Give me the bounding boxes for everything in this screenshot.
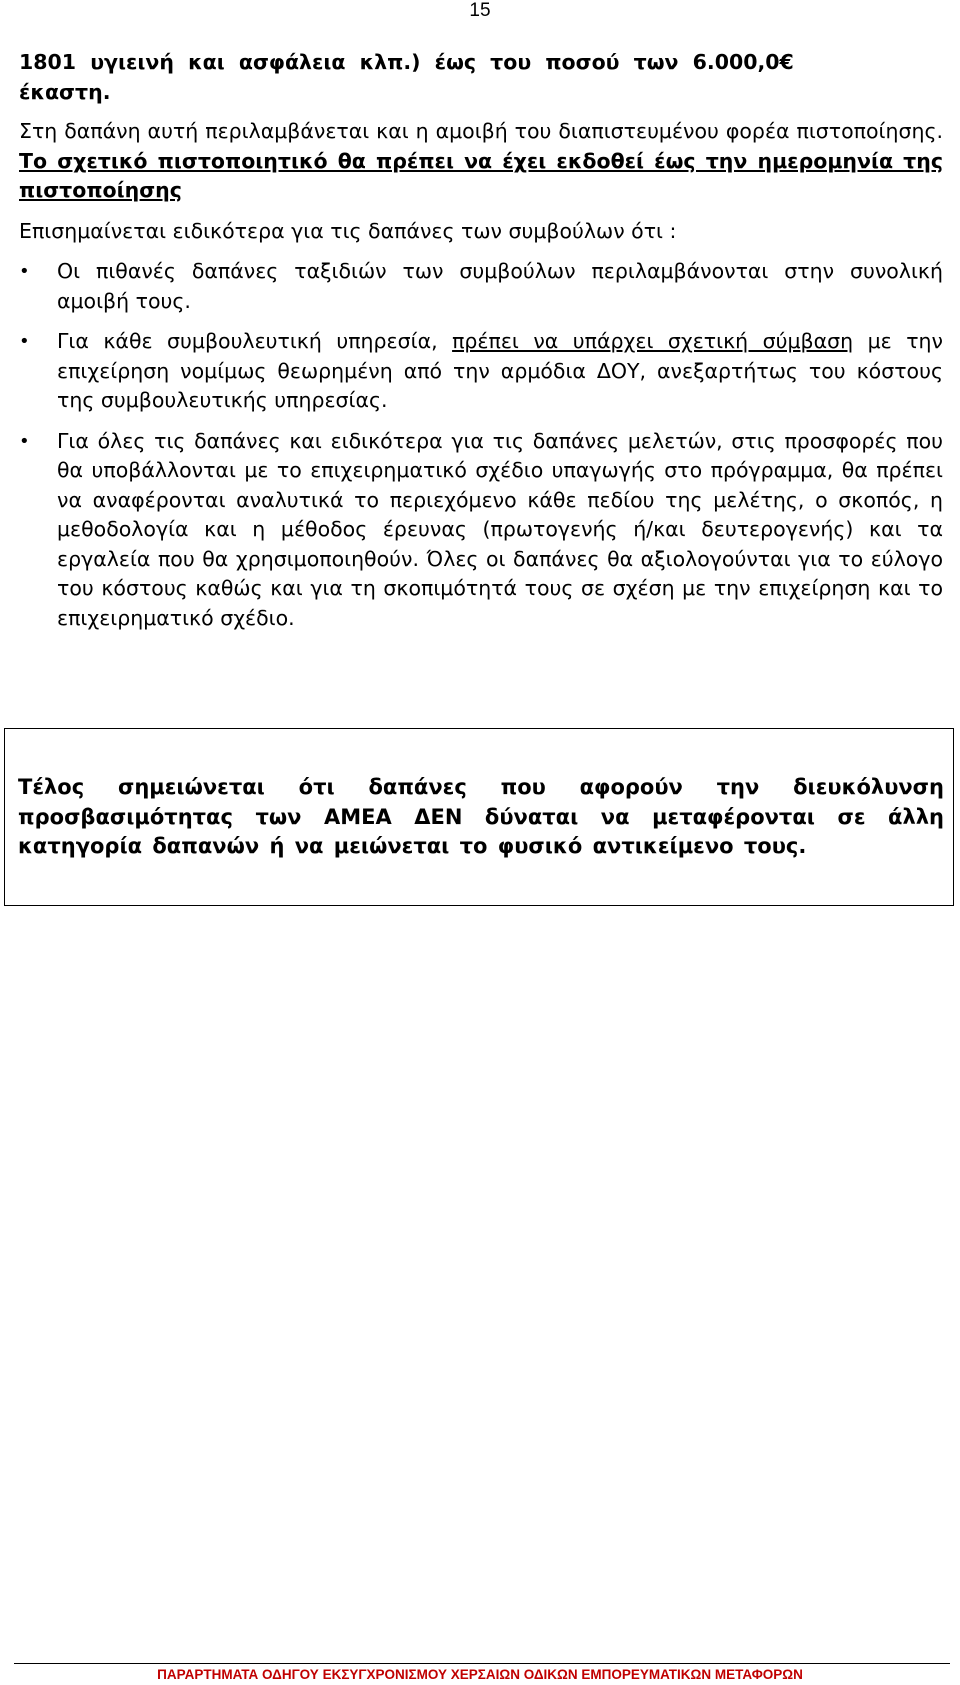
certification-text: Στη δαπάνη αυτή περιλαμβάνεται και η αμοιβή του διαπιστευμένου φορέα πιστοποίησης. [19, 119, 943, 143]
footer-title: ΠΑΡΑΡΤΗΜΑΤΑ ΟΔΗΓΟΥ ΕΚΣΥΓΧΡΟΝΙΣΜΟΥ ΧΕΡΣΑΙΩΝ ΟΔΙΚΩΝ ΕΜΠΟΡΕΥΜΑΤΙΚΩΝ ΜΕΤΑΦΟΡΩΝ [157, 1667, 803, 1682]
page-number: 15 [469, 0, 491, 21]
list-item-text-continued: με την επιχείρηση νομίμως θεωρημένη από την αρμόδια ΔΟΥ, ανεξαρτήτως του κόστους της συμβουλευτικής υπηρεσίας. [57, 329, 943, 412]
accessibility-note: Τέλος σημειώνεται ότι δαπάνες που αφορούν την διευκόλυνση προσβασιμότητας των ΑΜΕΑ ΔΕΝ δύναται να μεταφέρονται σε άλλη κατηγορία δαπανών ή να μειώνεται το φυσικό αντικείμενο τους. [18, 775, 944, 858]
continued-paragraph [19, 48, 943, 107]
list-item [19, 257, 943, 316]
consultants-intro: Επισημαίνεται ειδικότερα για τις δαπάνες των συμβούλων ότι : [19, 218, 677, 243]
list-item-text: Οι πιθανές δαπάνες ταξιδιών των συμβούλων περιλαμβάνονται στην συνολική αμοιβή τους. [57, 259, 943, 313]
footer-divider [14, 1663, 950, 1664]
bullet-icon: • [19, 430, 30, 452]
list-item-text: Για κάθε συμβουλευτική υπηρεσία, [57, 329, 453, 353]
list-item [19, 427, 943, 634]
document-body [19, 48, 943, 644]
certification-paragraph [19, 117, 943, 206]
bullet-icon: • [19, 331, 30, 352]
consultants-bullet-list [19, 257, 943, 633]
certification-requirement: Το σχετικό πιστοποιητικό θα πρέπει να έχει εκδοθεί έως την ημερομηνία της πιστοποίησης [19, 148, 943, 202]
accessibility-note-box [4, 728, 954, 906]
bullet-icon: • [19, 261, 30, 282]
list-item [19, 327, 943, 416]
continued-paragraph-line-1: 1801 υγιεινή και ασφάλεια κλπ.) έως του ποσού των 6.000,0€ [19, 50, 794, 74]
continued-paragraph-line-2: έκαστη. [19, 79, 111, 104]
list-item-text: Για όλες τις δαπάνες και ειδικότερα για τις δαπάνες μελετών, στις προσφορές που θα υποβάλλονται με το επιχειρηματικό σχέδιο υπαγωγής στο πρόγραμμα, θα πρέπει να αναφέρονται αναλυτικά το περιεχόμενο κάθε πεδίου της μελέτης, ο σκοπός, η μεθοδολογία και η μέθοδος έρευνας (πρωτογενής ή/και δευτερογενής) και τα εργαλεία που θα χρησιμοποιηθούν. Όλες οι δαπάνες θα αξιολογούνται για το εύλογο του κόστους καθώς και για τη σκοπιμότητά τους σε σχέση με την επιχείρηση και το επιχειρηματικό σχέδιο. [57, 428, 943, 630]
contract-requirement: πρέπει να υπάρχει σχετική σύμβαση [452, 329, 854, 353]
